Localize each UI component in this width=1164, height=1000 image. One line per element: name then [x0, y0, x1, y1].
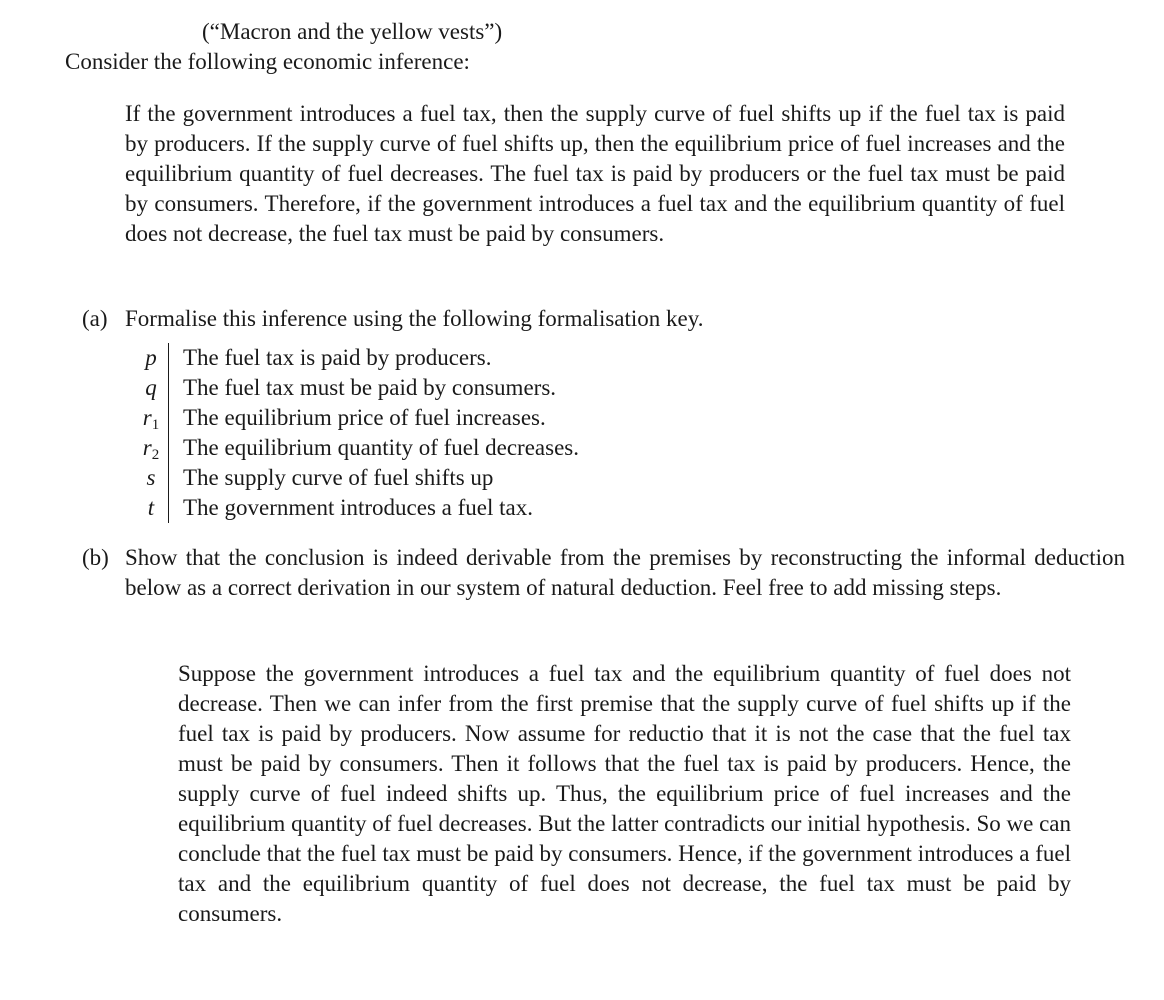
- key-description: The fuel tax must be paid by consumers.: [169, 373, 579, 403]
- key-row: [134, 403, 579, 433]
- key-description: The government introduces a fuel tax.: [169, 493, 579, 523]
- part-b-instruction: Show that the conclusion is indeed derivable from the premises by reconstructing the informal deduction below as a correct derivation in our system of natural deduction. Feel free to add missing steps.: [125, 545, 1125, 600]
- exercise-subtitle: (“Macron and the yellow vests”): [202, 19, 503, 44]
- key-row: [134, 343, 579, 373]
- key-description: The fuel tax is paid by producers.: [169, 343, 579, 373]
- key-row: [134, 493, 579, 523]
- key-row: [134, 373, 579, 403]
- key-description: The equilibrium price of fuel increases.: [169, 403, 579, 433]
- key-description: The equilibrium quantity of fuel decreases.: [169, 433, 579, 463]
- key-symbol: $r_1$: [142, 405, 160, 433]
- key-row: [134, 463, 579, 493]
- part-a-label: (a): [82, 306, 108, 331]
- key-symbol: s: [146, 465, 156, 490]
- key-symbol: t: [147, 495, 155, 520]
- intro-text: Consider the following economic inference:: [65, 49, 470, 74]
- part-b-label: (b): [82, 545, 109, 570]
- formalisation-key-table: [134, 343, 579, 523]
- key-symbol: $r_2$: [142, 435, 160, 463]
- key-symbol: p: [145, 345, 157, 370]
- key-symbol: q: [145, 375, 157, 400]
- key-row: [134, 433, 579, 463]
- argument-paragraph: If the government introduces a fuel tax, then the supply curve of fuel shifts up if the fuel tax is paid by producers. If the supply curve of fuel shifts up, then the equilibrium price of fuel increases and the equilibrium quantity of fuel decreases. The fuel tax is paid by producers or the fuel tax must be paid by consumers. Therefore, if the government introduces a fuel tax and the equilibrium quantity of fuel does not decrease, the fuel tax must be paid by consumers.: [125, 101, 1065, 246]
- part-a-instruction: Formalise this inference using the following formalisation key.: [125, 306, 704, 331]
- key-description: The supply curve of fuel shifts up: [169, 463, 579, 493]
- informal-deduction-paragraph: Suppose the government introduces a fuel tax and the equilibrium quantity of fuel does not decrease. Then we can infer from the first premise that the supply curve of fuel shifts up if the fuel tax is paid by producers. Now assume for reductio that it is not the case that the fuel tax must be paid by consumers. Then it follows that the fuel tax is paid by producers. Hence, the supply curve of fuel indeed shifts up. Thus, the equilibrium price of fuel increases and the equilibrium quantity of fuel decreases. But the latter contradicts our initial hypothesis. So we can conclude that the fuel tax must be paid by consumers. Hence, if the government introduces a fuel tax and the equilibrium quantity of fuel does not decrease, the fuel tax must be paid by consumers.: [178, 661, 1071, 926]
